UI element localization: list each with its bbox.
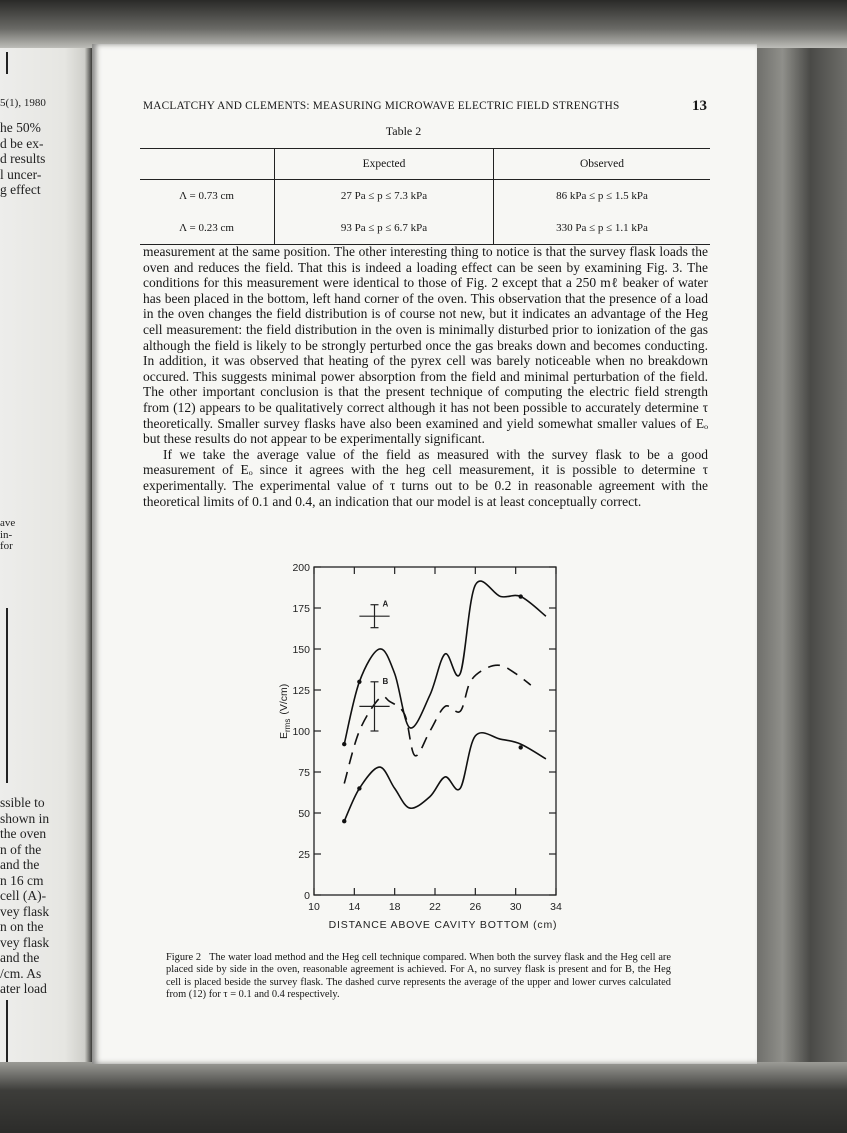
data-point: [342, 742, 346, 746]
left-page-small-text: [0, 518, 15, 553]
left-page-line: and the: [0, 950, 40, 965]
x-tick-label: 30: [509, 901, 522, 913]
figure-caption-text: The water load method and the Heg cell technique compared. When both the survey flask and the Heg cell are placed side by side in the oven, reasonable agreement is achieved. For A, no survey flask is present and for B, the Heg cell is placed beside the survey flask. The dashed curve represents the average of the upper and lower curves calculated from (12) for τ = 0.1 and 0.4 respectively.: [166, 952, 672, 1001]
left-page-line: n 16 cm: [0, 872, 44, 888]
y-tick-label: 200: [292, 562, 310, 574]
y-tick-label: 175: [292, 603, 310, 615]
y-tick-label: 50: [298, 808, 310, 820]
y-tick-label: 125: [292, 685, 310, 697]
data-point: [519, 745, 523, 749]
y-tick-label: 0: [304, 890, 310, 902]
y-tick-label: 150: [292, 644, 310, 656]
plot-frame: [314, 567, 556, 895]
left-page-line: he 50%: [0, 120, 41, 135]
y-tick-label: 75: [298, 767, 310, 779]
left-page-rule: [6, 1000, 8, 1062]
data-point: [342, 819, 346, 823]
left-page-line: vey flask: [0, 903, 50, 919]
data-point: [357, 680, 361, 684]
right-scan-border: [755, 0, 847, 1133]
figure-2-chart: [270, 550, 590, 945]
dashed-average-curve: [344, 665, 531, 783]
body-text: [143, 244, 708, 509]
x-axis-label: DISTANCE ABOVE CAVITY BOTTOM (cm): [328, 919, 558, 931]
left-page-line: cell (A)-: [0, 888, 47, 903]
x-tick-label: 26: [469, 901, 482, 913]
left-page-line: g effect: [0, 182, 41, 197]
y-axis-label: [278, 684, 292, 739]
x-tick-label: 18: [388, 901, 401, 913]
table-2: [140, 148, 710, 245]
table-header-observed: Observed: [494, 149, 711, 180]
left-page-line: ater load: [0, 981, 47, 996]
page-number: 13: [692, 98, 707, 114]
x-tick-label: 14: [348, 901, 361, 913]
table-header-empty: [140, 149, 275, 180]
left-page-line: for: [0, 540, 13, 552]
left-page-line: d results: [0, 151, 46, 166]
y-tick-label: 100: [292, 726, 310, 738]
data-point: [357, 786, 361, 790]
y-tick-label: 25: [298, 849, 310, 861]
data-point: [519, 594, 523, 598]
left-page-line: and the: [0, 857, 40, 872]
left-page-line: n on the: [0, 919, 44, 934]
table-header-expected: Expected: [275, 149, 494, 180]
table-row-label: Λ = 0.73 cm: [179, 190, 234, 202]
left-page-line: d be ex-: [0, 135, 44, 151]
left-page-bottom-text: [0, 795, 49, 997]
x-tick-label: 22: [429, 901, 441, 913]
left-page-line: the oven: [0, 826, 47, 841]
left-page-line: vey flask: [0, 934, 50, 950]
y-axis-label-unit: (V/cm): [278, 683, 290, 715]
left-page-rule: [6, 608, 8, 783]
table-cell-observed: 330 Pa ≤ p ≤ 1.1 kPa: [494, 212, 711, 245]
left-page-line: ssible to: [0, 795, 45, 810]
running-head: MACLATCHY AND CLEMENTS: MEASURING MICROWAVE ELECTRIC FIELD STRENGTHS: [143, 100, 620, 112]
y-axis-label-subscript: rms: [283, 718, 292, 732]
left-page-line: in-: [0, 528, 13, 541]
table-cell-expected: 93 Pa ≤ p ≤ 6.7 kPa: [275, 212, 494, 245]
left-page-line: shown in: [0, 810, 50, 826]
table-row-label: Λ = 0.23 cm: [140, 212, 275, 245]
x-tick-label: 10: [308, 901, 320, 913]
left-page-line: l uncer-: [0, 166, 42, 182]
y-axis-label-symbol: E: [278, 731, 290, 739]
lower-curve: [344, 733, 546, 821]
figure-caption-label: Figure 2: [166, 952, 202, 963]
left-page-line: n of the: [0, 841, 42, 857]
left-page-line: /cm. As: [0, 965, 42, 981]
left-page-rule: [6, 52, 8, 74]
x-tick-label: 34: [550, 901, 562, 913]
table-cell-observed: 86 kPa ≤ p ≤ 1.5 kPa: [494, 180, 711, 213]
table-caption: Table 2: [385, 124, 422, 138]
paragraph: If we take the average value of the field as measured with the survey flask to be a good measurement of Eₒ since it agrees with the heg cell measurement, it is possible to determine τ experimentally. The experimental value of τ turns out to be 0.2 in reasonable agreement with the theoretical limits of 0.1 and 0.4, an indication that our model is at least conceptually correct.: [143, 446, 708, 509]
left-page-date: 5(1), 1980: [0, 97, 46, 109]
left-page-line: ave: [0, 517, 16, 529]
table-cell-expected: 27 Pa ≤ p ≤ 7.3 kPa: [275, 180, 494, 213]
error-bar-label: B: [382, 676, 389, 686]
error-bar-label: A: [382, 599, 389, 609]
figure-caption: [166, 952, 671, 1002]
paragraph: measurement at the same position. The other interesting thing to notice is that the survey flask loads the oven and reduces the field. That this is indeed a loading effect can be seen by examining Fig. 3. The conditions for this measurement were identical to those of Fig. 2 except that a 250 mℓ beaker of water has been placed in the bottom, left hand corner of the oven. This observation that the presence of a load in the oven changes the field distribution is of course not new, but it indicates an advantage of the Heg cell measurement: the field distribution in the oven is minimally disturbed prior to ionization of the gas although the field is likely to be strongly perturbed once the gas breaks down and becomes conducting. In addition, it was observed that heating of the pyrex cell was barely noticeable when no breakdown occured. This suggests minimal power absorption from the field and minimal perturbation of the field. The other important conclusion is that the present technique of computing the electric field strength from (12) appears to be qualitatively correct although it has not been possible to accurately determine τ theoretically. Smaller survey flasks have also been examined and yield somewhat smaller values of Eₒ but these results do not appear to be experimentally significant.: [143, 244, 708, 447]
bottom-scan-border: [0, 1062, 847, 1133]
top-scan-border: [0, 0, 847, 48]
